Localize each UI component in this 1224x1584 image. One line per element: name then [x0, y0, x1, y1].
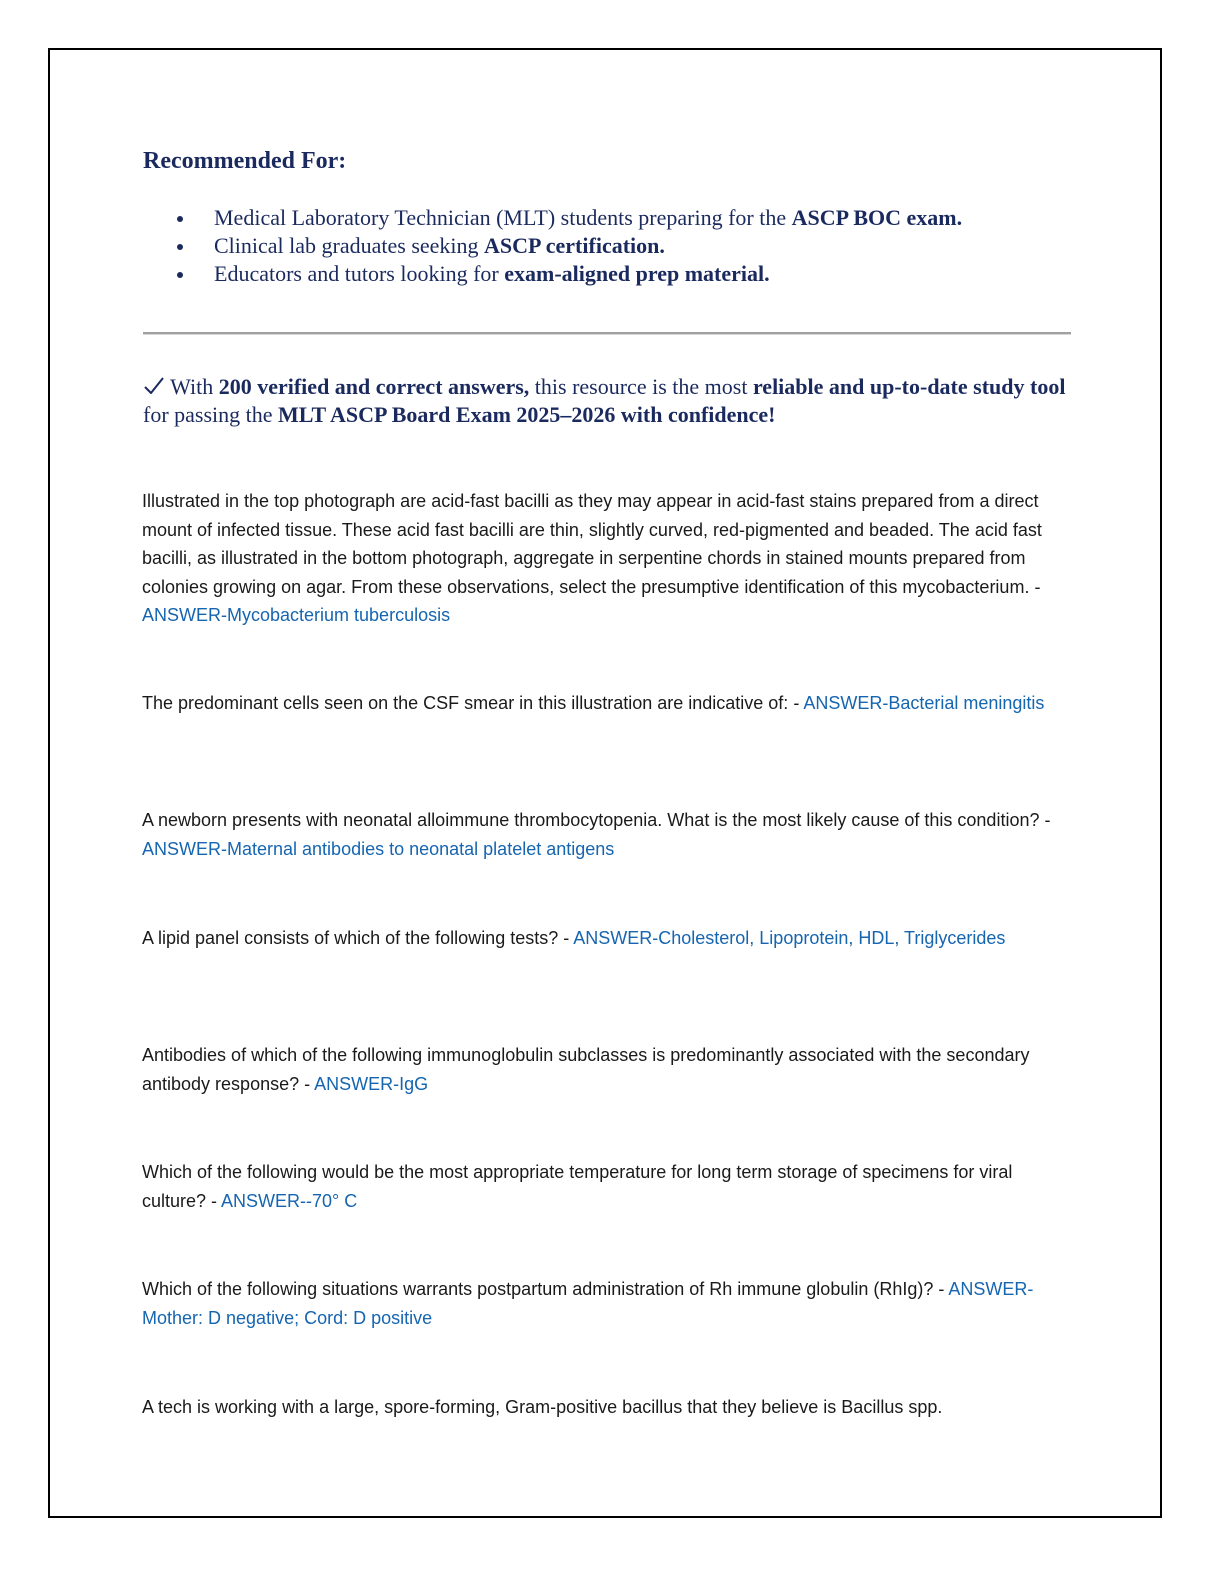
qa-item: [142, 487, 1077, 630]
qa-item: [142, 1275, 1077, 1332]
question-text: Illustrated in the top photograph are acid-fast bacilli as they may appear in acid-fast stains prepared from a direct mount of infected tissue. These acid fast bacilli are thin, slightly curved, red-pigmented and beaded. The acid fast bacilli, as illustrated in the bottom photograph, aggregate in serpentine chords in stained mounts prepared from colonies growing on agar. From these observations, select the presumptive identification of this mycobacterium. -: [142, 491, 1042, 597]
question-text: Antibodies of which of the following immunoglobulin subclasses is predominantly associated with the secondary antibody response? -: [142, 1045, 1030, 1094]
list-item: Medical Laboratory Technician (MLT) students preparing for the ASCP BOC exam.: [143, 204, 1103, 232]
answer-text: ANSWER-Mycobacterium tuberculosis: [142, 605, 451, 625]
qa-item: [142, 806, 1077, 863]
question-text: Which of the following would be the most appropriate temperature for long term storage of specimens for viral culture? -: [142, 1162, 1013, 1211]
recommended-list: [143, 204, 1103, 288]
answer-text: ANSWER--70° C: [221, 1190, 358, 1211]
list-item: Clinical lab graduates seeking ASCP certification.: [143, 232, 1103, 260]
list-item: Educators and tutors looking for exam-aligned prep material.: [143, 260, 1103, 288]
answer-text: ANSWER-IgG: [314, 1073, 429, 1094]
answer-text: ANSWER-Maternal antibodies to neonatal platelet antigens: [142, 838, 615, 859]
bullet-icon: [177, 216, 183, 222]
qa-item: [142, 1158, 1077, 1215]
qa-item: [142, 689, 1077, 718]
bullet-icon: [177, 244, 183, 250]
check-icon: [143, 376, 165, 396]
answer-text: ANSWER-Bacterial meningitis: [803, 693, 1045, 713]
qa-item: [142, 1393, 1077, 1422]
qa-item: [142, 1041, 1077, 1098]
claim-paragraph: With 200 verified and correct answers, this resource is the most reliable and up-to-date study tool for passing the MLT ASCP Board Exam 2025–2026 with confidence!: [143, 374, 1066, 427]
question-text: Which of the following situations warrants postpartum administration of Rh immune globulin (RhIg)? -: [142, 1279, 949, 1299]
recommended-heading: Recommended For:: [143, 148, 347, 174]
answer-text: ANSWER-Cholesterol, Lipoprotein, HDL, Triglycerides: [573, 928, 1006, 948]
answer-text: ANSWER-Mother: D negative; Cord: D positive: [142, 1279, 1034, 1328]
section-divider: [143, 332, 1071, 334]
question-text: A tech is working with a large, spore-forming, Gram-positive bacillus that they believe is Bacillus spp.: [142, 1397, 943, 1417]
question-text: A newborn presents with neonatal alloimmune thrombocytopenia. What is the most likely cause of this condition? -: [142, 810, 1051, 830]
bullet-icon: [177, 272, 183, 278]
question-text: The predominant cells seen on the CSF smear in this illustration are indicative of: -: [142, 693, 804, 713]
qa-item: [142, 924, 1077, 953]
question-text: A lipid panel consists of which of the following tests? -: [142, 928, 574, 948]
